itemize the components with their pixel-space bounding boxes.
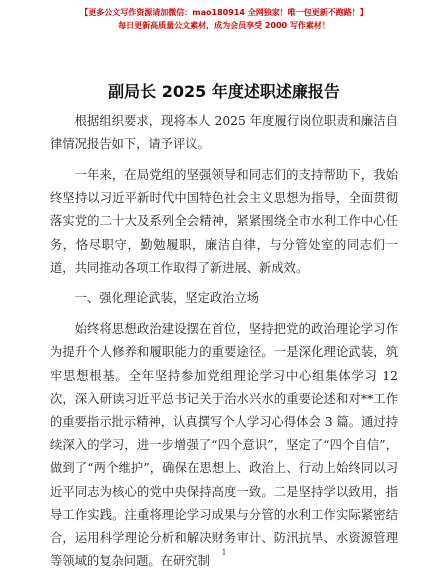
page-number: 1: [221, 548, 227, 557]
intro-paragraph: 根据组织要求，现将本人 2025 年度履行岗位职责和廉洁自律情况报告如下，请予评议。: [50, 114, 398, 152]
document-body: [50, 110, 398, 581]
promo-banner-line1: 【更多公文写作资源请加微信：mao180914 全网独家！唯一包更新不跑路！】: [80, 8, 368, 17]
overview-paragraph: 一年来，在局党组的坚强领导和同志们的支持帮助下，我始终坚持以习近平新时代中国特色社会主义思想为指导，全面贯彻落实党的二十大及系列全会精神，紧紧围绕全市水利工作中心任务，恪尽职守，勤勉履职，廉洁自律，与分管处室的同志们一道，共同推动各项工作取得了新进展、新成效。: [50, 167, 398, 275]
promo-banner-line2: 每日更新高质量公文素材，成为会员享受 2000 写作素材！: [118, 21, 330, 30]
section-heading: 一、强化理论武装，坚定政治立场: [74, 291, 260, 306]
document-title: 副局长 2025 年度述职述廉报告: [108, 82, 340, 101]
section-paragraph: 始终将思想政治建设摆在首位，坚持把党的政治理论学习作为提升个人修养和履职能力的重要途径。一是深化理论武装，筑牢思想根基。全年坚持参加党组理论学习中心组集体学习 12 次，深入研读习近平总书记关于治水兴水的重要论述和对**工作的重要指示批示精神，认真撰写个人学习心得体会 3 篇。通过持续深入的学习，进一步增强了“四个意识”，坚定了“四个自信”，做到了“两个维护”，确保在思想上、政治上、行动上始终同以习近平同志为核心的党中央保持高度一致。二是坚持学以致用，指导工作实践。注重将理论学习成果与分管的水利工作实际紧密结合，运用科学理论分析和解决财务审计、防汛抗旱、水资源管理等领域的复杂问题。在研究制: [50, 322, 398, 569]
